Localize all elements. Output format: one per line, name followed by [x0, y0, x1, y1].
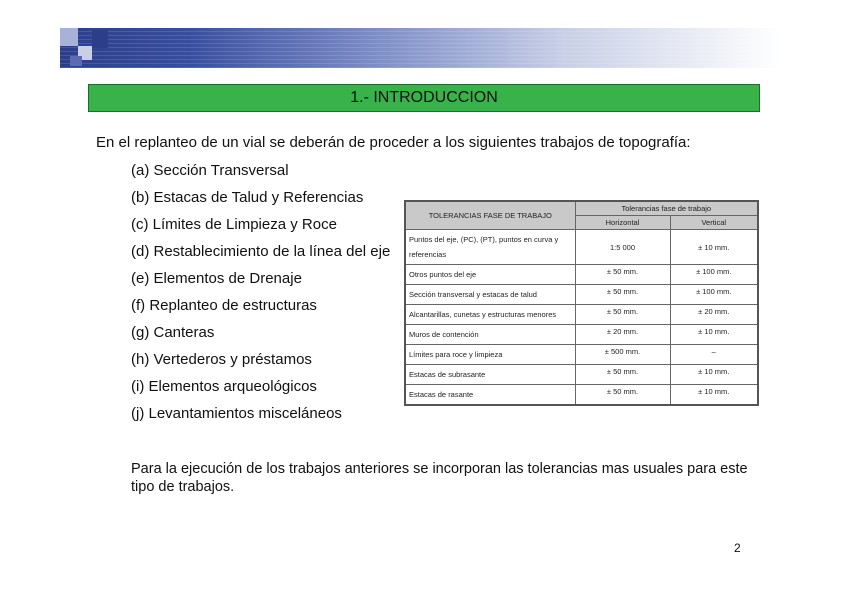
table-row [405, 230, 758, 265]
table-cell-vertical: ± 100 mm. [670, 285, 758, 305]
table-cell-label: Otros puntos del eje [405, 265, 575, 285]
page-number: 2 [734, 541, 741, 555]
list-item: (b) Estacas de Talud y Referencias [131, 189, 364, 206]
header-banner-stripes [60, 28, 780, 68]
table-row [405, 285, 758, 305]
list-item: (a) Sección Transversal [131, 162, 289, 179]
list-item: (j) Levantamientos misceláneos [131, 405, 342, 422]
table-cell-horizontal: 1:5 000 [575, 230, 670, 265]
closing-paragraph: Para la ejecución de los trabajos anteriores se incorporan las tolerancias mas usuales para este tipo de trabajos. [131, 461, 748, 495]
list-item: (c) Límites de Limpieza y Roce [131, 216, 337, 233]
intro-text: En el replanteo de un vial se deberán de proceder a los siguientes trabajos de topografía: [96, 134, 691, 151]
table-cell-vertical: ± 20 mm. [670, 305, 758, 325]
table-cell-vertical: ± 10 mm. [670, 230, 758, 265]
table-cell-vertical: – [670, 345, 758, 365]
table-cell-horizontal: ± 50 mm. [575, 285, 670, 305]
table-row [405, 345, 758, 365]
work-list [131, 161, 390, 431]
table-cell-label: Estacas de subrasante [405, 365, 575, 385]
table-row [405, 365, 758, 385]
table-header-vertical: Vertical [670, 216, 758, 230]
table-cell-vertical: ± 100 mm. [670, 265, 758, 285]
table-row [405, 385, 758, 406]
table-cell-horizontal: ± 50 mm. [575, 365, 670, 385]
list-item: (f) Replanteo de estructuras [131, 297, 317, 314]
table-cell-horizontal: ± 50 mm. [575, 305, 670, 325]
table-header-group: Tolerancias fase de trabajo [575, 201, 758, 216]
table-cell-horizontal: ± 20 mm. [575, 325, 670, 345]
list-item: (d) Restablecimiento de la línea del eje [131, 243, 391, 260]
table-row [405, 265, 758, 285]
table-cell-label: Muros de contención [405, 325, 575, 345]
table-cell-horizontal: ± 500 mm. [575, 345, 670, 365]
tolerances-table [404, 200, 759, 406]
table-header-phase: TOLERANCIAS FASE DE TRABAJO [405, 201, 575, 230]
list-item: (g) Canteras [131, 324, 215, 341]
table-cell-label: Límites para roce y limpieza [405, 345, 575, 365]
table-cell-vertical: ± 10 mm. [670, 385, 758, 406]
section-title-bar [88, 84, 760, 112]
decorative-square [70, 56, 82, 66]
list-item: (i) Elementos arqueológicos [131, 378, 317, 395]
table-cell-label: Sección transversal y estacas de talud [405, 285, 575, 305]
table-row [405, 305, 758, 325]
list-item: (h) Vertederos y préstamos [131, 351, 312, 368]
decorative-square [92, 30, 108, 48]
table-cell-vertical: ± 10 mm. [670, 365, 758, 385]
table-row [405, 325, 758, 345]
section-title: 1.- INTRODUCCION [350, 89, 498, 106]
table-cell-vertical: ± 10 mm. [670, 325, 758, 345]
table-cell-horizontal: ± 50 mm. [575, 265, 670, 285]
list-item: (e) Elementos de Drenaje [131, 270, 302, 287]
table-cell-label: Estacas de rasante [405, 385, 575, 406]
table-cell-label: Alcantarillas, cunetas y estructuras menores [405, 305, 575, 325]
table-cell-horizontal: ± 50 mm. [575, 385, 670, 406]
table-cell-label: Puntos del eje, (PC), (PT), puntos en curva y referencias [405, 230, 575, 265]
decorative-square [60, 28, 78, 46]
table-header-horizontal: Horizontal [575, 216, 670, 230]
